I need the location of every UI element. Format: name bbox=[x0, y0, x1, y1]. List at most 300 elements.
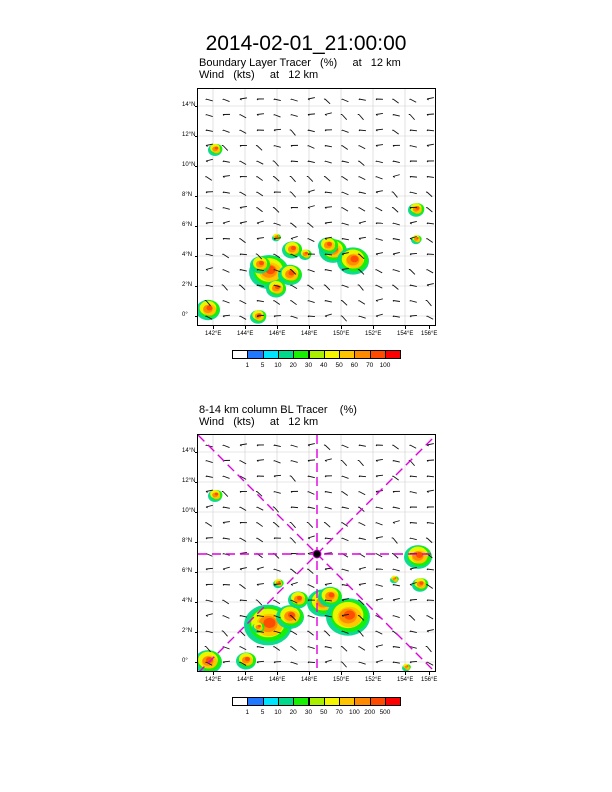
wind-barb bbox=[273, 647, 279, 651]
wind-barb bbox=[206, 600, 213, 602]
panel2-title-line1: 8-14 km column BL Tracer (%) bbox=[199, 404, 357, 416]
wind-barb bbox=[223, 567, 230, 570]
wind-barb bbox=[206, 222, 213, 224]
wind-barb bbox=[257, 445, 264, 446]
wind-barb bbox=[290, 176, 296, 181]
wind-barb bbox=[206, 238, 213, 239]
wind-barb bbox=[376, 161, 383, 163]
lat-tick-mark bbox=[195, 166, 198, 167]
tracer-cluster bbox=[404, 545, 432, 569]
wind-barb bbox=[257, 301, 264, 302]
colorbar-label: 10 bbox=[274, 709, 282, 716]
wind-barb bbox=[426, 646, 432, 652]
wind-barb bbox=[410, 476, 417, 477]
wind-barb bbox=[325, 476, 332, 477]
lat-tick-label: 12°N bbox=[182, 132, 196, 138]
wind-barb bbox=[427, 476, 434, 477]
lon-tick-label: 144°E bbox=[237, 331, 254, 337]
wind-barb bbox=[426, 239, 432, 243]
wind-barb bbox=[206, 192, 213, 193]
wind-barb bbox=[427, 460, 434, 462]
wind-barb bbox=[342, 239, 349, 240]
wind-barb bbox=[291, 208, 298, 209]
wind-barb bbox=[325, 314, 332, 317]
wind-barb bbox=[393, 461, 400, 463]
wind-barb bbox=[325, 538, 332, 539]
wind-barb bbox=[392, 208, 398, 213]
wind-barb bbox=[393, 252, 400, 254]
wind-barb bbox=[290, 569, 296, 573]
wind-barb bbox=[240, 98, 247, 100]
colorbar-label: 60 bbox=[350, 362, 358, 369]
wind-barb bbox=[223, 221, 230, 224]
lat-tick-mark bbox=[195, 256, 198, 257]
wind-barb bbox=[307, 177, 313, 182]
wind-barb bbox=[223, 445, 230, 448]
wind-barb bbox=[376, 145, 383, 147]
wind-barb bbox=[274, 538, 281, 539]
wind-barb bbox=[426, 208, 432, 212]
wind-barb bbox=[223, 507, 230, 508]
wind-barb bbox=[291, 145, 298, 146]
wind-barb bbox=[359, 445, 366, 446]
wind-barb bbox=[206, 568, 213, 570]
wind-barb bbox=[308, 585, 315, 588]
wind-barb bbox=[257, 114, 264, 116]
wind-barb bbox=[206, 130, 213, 131]
lon-tick-label: 146°E bbox=[269, 677, 286, 683]
wind-barb bbox=[273, 161, 279, 166]
wind-barb bbox=[410, 253, 417, 255]
colorbar-label: 50 bbox=[335, 362, 343, 369]
wind-barb bbox=[325, 222, 332, 224]
wind-barb bbox=[376, 314, 383, 317]
wind-barb bbox=[324, 177, 330, 182]
lat-tick-label: 14°N bbox=[182, 102, 196, 108]
wind-barb bbox=[325, 507, 332, 509]
wind-barb bbox=[393, 175, 400, 178]
wind-barb bbox=[240, 145, 247, 146]
wind-barb bbox=[342, 161, 349, 163]
wind-barb bbox=[223, 208, 230, 210]
wind-barb bbox=[427, 507, 434, 508]
lat-tick-mark bbox=[195, 196, 198, 197]
wind-barb bbox=[223, 130, 230, 132]
colorbar-swatch bbox=[278, 350, 294, 359]
lat-tick-mark bbox=[195, 572, 198, 573]
wind-barb bbox=[291, 115, 298, 117]
wind-barb bbox=[376, 177, 383, 180]
wind-barb bbox=[223, 99, 230, 102]
lat-tick-label: 0° bbox=[182, 312, 188, 318]
lat-tick-label: 10°N bbox=[182, 508, 196, 514]
lon-tick-mark bbox=[429, 672, 430, 675]
wind-barb bbox=[206, 115, 213, 117]
wind-barb bbox=[376, 239, 383, 241]
wind-barb bbox=[291, 662, 298, 664]
wind-barb bbox=[410, 177, 417, 178]
wind-barb bbox=[223, 114, 230, 115]
colorbar-label: 50 bbox=[320, 709, 328, 716]
wind-barb bbox=[392, 130, 398, 134]
wind-barb bbox=[325, 583, 332, 585]
wind-barb bbox=[341, 662, 347, 667]
wind-barb bbox=[307, 523, 313, 528]
lon-tick-mark bbox=[405, 672, 406, 675]
wind-barb bbox=[307, 631, 313, 635]
colorbar-label: 10 bbox=[274, 362, 282, 369]
wind-barb bbox=[427, 270, 434, 273]
colorbar-swatch bbox=[339, 697, 355, 706]
wind-barb bbox=[358, 301, 365, 305]
wind-barb bbox=[291, 582, 298, 585]
wind-barb bbox=[410, 523, 417, 524]
colorbar-label: 1 bbox=[245, 709, 250, 716]
wind-barb bbox=[325, 459, 332, 462]
wind-barb bbox=[376, 660, 383, 663]
wind-barb bbox=[257, 476, 264, 477]
wind-barb bbox=[240, 254, 247, 255]
wind-barb bbox=[376, 191, 383, 193]
tracer-cluster bbox=[318, 587, 342, 607]
colorbar-swatch bbox=[385, 350, 401, 359]
wind-barb bbox=[392, 445, 398, 449]
wind-barb bbox=[290, 538, 296, 543]
wind-barb bbox=[341, 492, 347, 496]
wind-barb bbox=[206, 159, 213, 162]
wind-barb bbox=[341, 301, 347, 306]
tracer-cluster bbox=[208, 144, 222, 156]
wind-barb bbox=[410, 507, 417, 508]
wind-barb bbox=[274, 192, 281, 193]
colorbar-label: 70 bbox=[366, 362, 374, 369]
wind-barb bbox=[392, 99, 398, 103]
wind-barb bbox=[393, 223, 400, 225]
wind-barb bbox=[376, 523, 383, 526]
lon-tick-label: 152°E bbox=[365, 331, 382, 337]
wind-barb bbox=[427, 600, 434, 601]
wind-barb bbox=[257, 238, 264, 240]
wind-barb bbox=[427, 144, 434, 146]
wind-barb bbox=[376, 223, 383, 224]
wind-barb bbox=[290, 192, 296, 197]
wind-barb bbox=[240, 616, 247, 618]
wind-barb bbox=[341, 208, 348, 212]
lon-tick-label: 148°E bbox=[301, 331, 318, 337]
wind-barb bbox=[359, 567, 366, 570]
wind-barb bbox=[223, 176, 230, 178]
tracer-cluster bbox=[318, 238, 338, 255]
wind-barb bbox=[393, 270, 400, 272]
wind-barb bbox=[359, 476, 366, 477]
wind-barb bbox=[222, 146, 228, 151]
lat-tick-label: 14°N bbox=[182, 448, 196, 454]
wind-barb bbox=[427, 114, 434, 116]
wind-barb bbox=[409, 114, 415, 119]
wind-barb bbox=[393, 115, 400, 117]
panel2-map bbox=[197, 434, 436, 672]
wind-barb bbox=[257, 567, 264, 570]
wind-barb bbox=[223, 476, 230, 478]
lon-tick-mark bbox=[405, 326, 406, 329]
wind-barb bbox=[376, 645, 383, 648]
wind-barb bbox=[291, 316, 298, 318]
wind-barb bbox=[376, 285, 383, 288]
lon-tick-label: 142°E bbox=[205, 331, 222, 337]
wind-barb bbox=[256, 146, 262, 151]
wind-barb bbox=[410, 130, 417, 131]
colorbar-swatch bbox=[232, 697, 248, 706]
lon-tick-mark bbox=[213, 672, 214, 675]
lat-tick-mark bbox=[195, 452, 198, 453]
wind-barb bbox=[206, 99, 213, 101]
lat-tick-mark bbox=[195, 632, 198, 633]
lat-tick-mark bbox=[195, 226, 198, 227]
wind-barb bbox=[341, 316, 347, 321]
colorbar-label: 1 bbox=[245, 362, 250, 369]
wind-barb bbox=[359, 221, 366, 224]
wind-barb bbox=[410, 301, 417, 303]
wind-barb bbox=[240, 491, 247, 492]
lon-tick-mark bbox=[245, 672, 246, 675]
wind-barb bbox=[307, 285, 313, 289]
wind-barb bbox=[325, 660, 332, 663]
colorbar-swatch bbox=[324, 350, 340, 359]
lon-tick-mark bbox=[277, 326, 278, 329]
wind-barb bbox=[307, 223, 313, 228]
wind-barb bbox=[290, 476, 296, 482]
colorbar-label: 5 bbox=[260, 709, 265, 716]
wind-barb bbox=[376, 585, 383, 587]
lat-tick-label: 6°N bbox=[182, 222, 193, 228]
wind-barb bbox=[376, 599, 383, 601]
wind-barb bbox=[291, 507, 298, 508]
wind-barb bbox=[274, 146, 281, 148]
wind-barb bbox=[206, 208, 213, 211]
wind-barb bbox=[410, 445, 417, 448]
wind-barb bbox=[325, 647, 332, 649]
wind-barb bbox=[223, 239, 230, 240]
wind-barb bbox=[342, 538, 349, 541]
wind-barb bbox=[222, 492, 228, 497]
wind-barb bbox=[359, 538, 366, 540]
lat-tick-label: 2°N bbox=[182, 282, 193, 288]
panel1-title-line2: Wind (kts) at 12 km bbox=[199, 69, 319, 81]
wind-barb bbox=[393, 161, 400, 163]
wind-barb bbox=[393, 507, 400, 509]
wind-barb bbox=[376, 113, 383, 115]
wind-barb bbox=[376, 459, 383, 461]
wind-barb bbox=[324, 445, 330, 450]
wind-barb bbox=[410, 192, 417, 194]
wind-barb bbox=[256, 177, 262, 181]
wind-barb bbox=[376, 299, 383, 302]
wind-barb bbox=[240, 444, 247, 446]
wind-barb bbox=[325, 113, 332, 116]
wind-barb bbox=[342, 192, 349, 195]
tracer-cluster bbox=[408, 203, 424, 217]
wind-barb bbox=[257, 507, 264, 510]
wind-barb bbox=[359, 237, 366, 239]
wind-barb bbox=[359, 316, 366, 318]
wind-barb bbox=[376, 253, 383, 255]
wind-barb bbox=[342, 223, 349, 225]
wind-barb bbox=[324, 523, 330, 528]
wind-barb bbox=[290, 631, 297, 635]
colorbar-label: 5 bbox=[260, 362, 265, 369]
lat-tick-label: 6°N bbox=[182, 568, 193, 574]
wind-barb bbox=[427, 177, 434, 178]
lon-tick-mark bbox=[341, 326, 342, 329]
wind-barb bbox=[291, 461, 298, 463]
tracer-cluster bbox=[266, 281, 286, 298]
main-title: 2014-02-01_21:00:00 bbox=[205, 32, 407, 55]
colorbar-swatch bbox=[278, 697, 294, 706]
wind-barb bbox=[376, 537, 383, 539]
colorbar-label: 30 bbox=[304, 362, 313, 369]
wind-barb bbox=[342, 99, 349, 102]
wind-barb bbox=[427, 616, 434, 619]
panel1-map bbox=[197, 88, 436, 326]
lat-tick-label: 4°N bbox=[182, 252, 193, 258]
wind-barb bbox=[240, 177, 247, 178]
wind-barb bbox=[325, 301, 332, 303]
wind-barb bbox=[256, 208, 262, 212]
lon-tick-label: 148°E bbox=[301, 677, 318, 683]
wind-barb bbox=[359, 583, 366, 585]
lon-tick-mark bbox=[245, 326, 246, 329]
wind-barb bbox=[223, 270, 230, 273]
lat-tick-mark bbox=[195, 316, 198, 317]
wind-barb bbox=[240, 270, 247, 272]
lon-tick-mark bbox=[309, 672, 310, 675]
wind-barb bbox=[427, 254, 434, 255]
tracer-cluster bbox=[208, 490, 222, 502]
wind-barb bbox=[274, 475, 281, 477]
wind-barb bbox=[240, 206, 247, 208]
wind-barb bbox=[409, 616, 415, 621]
lon-tick-label: 152°E bbox=[365, 677, 382, 683]
lon-tick-label: 150°E bbox=[333, 677, 350, 683]
wind-barb bbox=[342, 445, 349, 448]
colorbar-swatch bbox=[232, 350, 248, 359]
wind-barb bbox=[257, 99, 264, 100]
wind-barb bbox=[359, 192, 366, 194]
colorbar-swatch bbox=[354, 350, 370, 359]
lon-tick-label: 154°E bbox=[397, 677, 414, 683]
wind-barb bbox=[358, 161, 364, 166]
wind-barb bbox=[409, 270, 415, 275]
wind-barb bbox=[274, 129, 281, 131]
wind-barb bbox=[206, 538, 213, 539]
wind-barb bbox=[256, 538, 262, 542]
wind-barb bbox=[393, 491, 400, 492]
lat-tick-mark bbox=[195, 512, 198, 513]
wind-barb bbox=[427, 130, 434, 131]
wind-barb bbox=[325, 130, 332, 131]
colorbar-swatch bbox=[263, 350, 279, 359]
tracer-cluster bbox=[250, 257, 270, 274]
lat-tick-mark bbox=[195, 542, 198, 543]
colorbar-label: 20 bbox=[289, 709, 297, 716]
wind-barb bbox=[341, 146, 347, 150]
colorbar-swatch bbox=[247, 350, 263, 359]
colorbar-label: 70 bbox=[335, 709, 343, 716]
wind-barb bbox=[427, 490, 434, 492]
wind-barb bbox=[325, 146, 332, 147]
wind-barb bbox=[393, 301, 400, 302]
wind-barb bbox=[393, 569, 400, 571]
wind-barb bbox=[358, 208, 365, 212]
lat-tick-mark bbox=[195, 136, 198, 137]
wind-barb bbox=[291, 161, 298, 162]
wind-barb bbox=[410, 221, 417, 223]
panel2-colorbar bbox=[232, 697, 402, 717]
wind-barb bbox=[274, 492, 281, 494]
colorbar-label: 500 bbox=[379, 709, 391, 716]
wind-barb bbox=[358, 460, 364, 465]
lat-tick-label: 12°N bbox=[182, 478, 196, 484]
colorbar-swatch bbox=[247, 697, 263, 706]
wind-barb bbox=[376, 208, 383, 211]
wind-barb bbox=[223, 616, 230, 619]
wind-barb bbox=[376, 129, 383, 131]
tracer-cluster bbox=[412, 578, 428, 592]
wind-barb bbox=[273, 507, 279, 512]
wind-barb bbox=[223, 301, 230, 304]
lon-tick-mark bbox=[341, 672, 342, 675]
wind-barb bbox=[359, 662, 366, 664]
wind-barb bbox=[308, 239, 315, 242]
wind-barb bbox=[325, 270, 332, 271]
wind-barb bbox=[240, 222, 247, 224]
wind-barb bbox=[376, 99, 383, 100]
lon-tick-label: 156°E bbox=[421, 677, 438, 683]
wind-barb bbox=[427, 316, 434, 319]
lat-tick-mark bbox=[195, 482, 198, 483]
wind-barb bbox=[393, 598, 400, 600]
wind-barb bbox=[393, 521, 400, 524]
wind-barb bbox=[341, 177, 347, 181]
wind-barb bbox=[206, 268, 213, 271]
wind-barb bbox=[274, 99, 281, 101]
wind-barb bbox=[376, 475, 383, 477]
lat-tick-label: 0° bbox=[182, 658, 188, 664]
lon-tick-mark bbox=[373, 672, 374, 675]
lon-tick-mark bbox=[373, 326, 374, 329]
wind-barb bbox=[290, 285, 297, 289]
wind-barb bbox=[342, 476, 349, 478]
wind-barb bbox=[393, 239, 400, 240]
wind-barb bbox=[393, 616, 400, 618]
wind-barb bbox=[273, 523, 279, 528]
wind-barb bbox=[342, 507, 349, 509]
colorbar-label: 100 bbox=[379, 362, 391, 369]
wind-barb bbox=[205, 177, 211, 181]
wind-barb bbox=[359, 492, 366, 495]
panel2-title-line2: Wind (kts) at 12 km bbox=[199, 416, 319, 428]
wind-barb bbox=[392, 285, 398, 289]
lat-tick-mark bbox=[195, 106, 198, 107]
wind-barb bbox=[426, 300, 432, 306]
lon-tick-label: 150°E bbox=[333, 331, 350, 337]
colorbar-label: 30 bbox=[304, 709, 313, 716]
colorbar-swatch bbox=[339, 350, 355, 359]
colorbar-label: 200 bbox=[364, 709, 376, 716]
colorbar-swatch bbox=[370, 350, 386, 359]
tracer-cluster bbox=[236, 653, 256, 670]
colorbar-label: 40 bbox=[320, 362, 328, 369]
